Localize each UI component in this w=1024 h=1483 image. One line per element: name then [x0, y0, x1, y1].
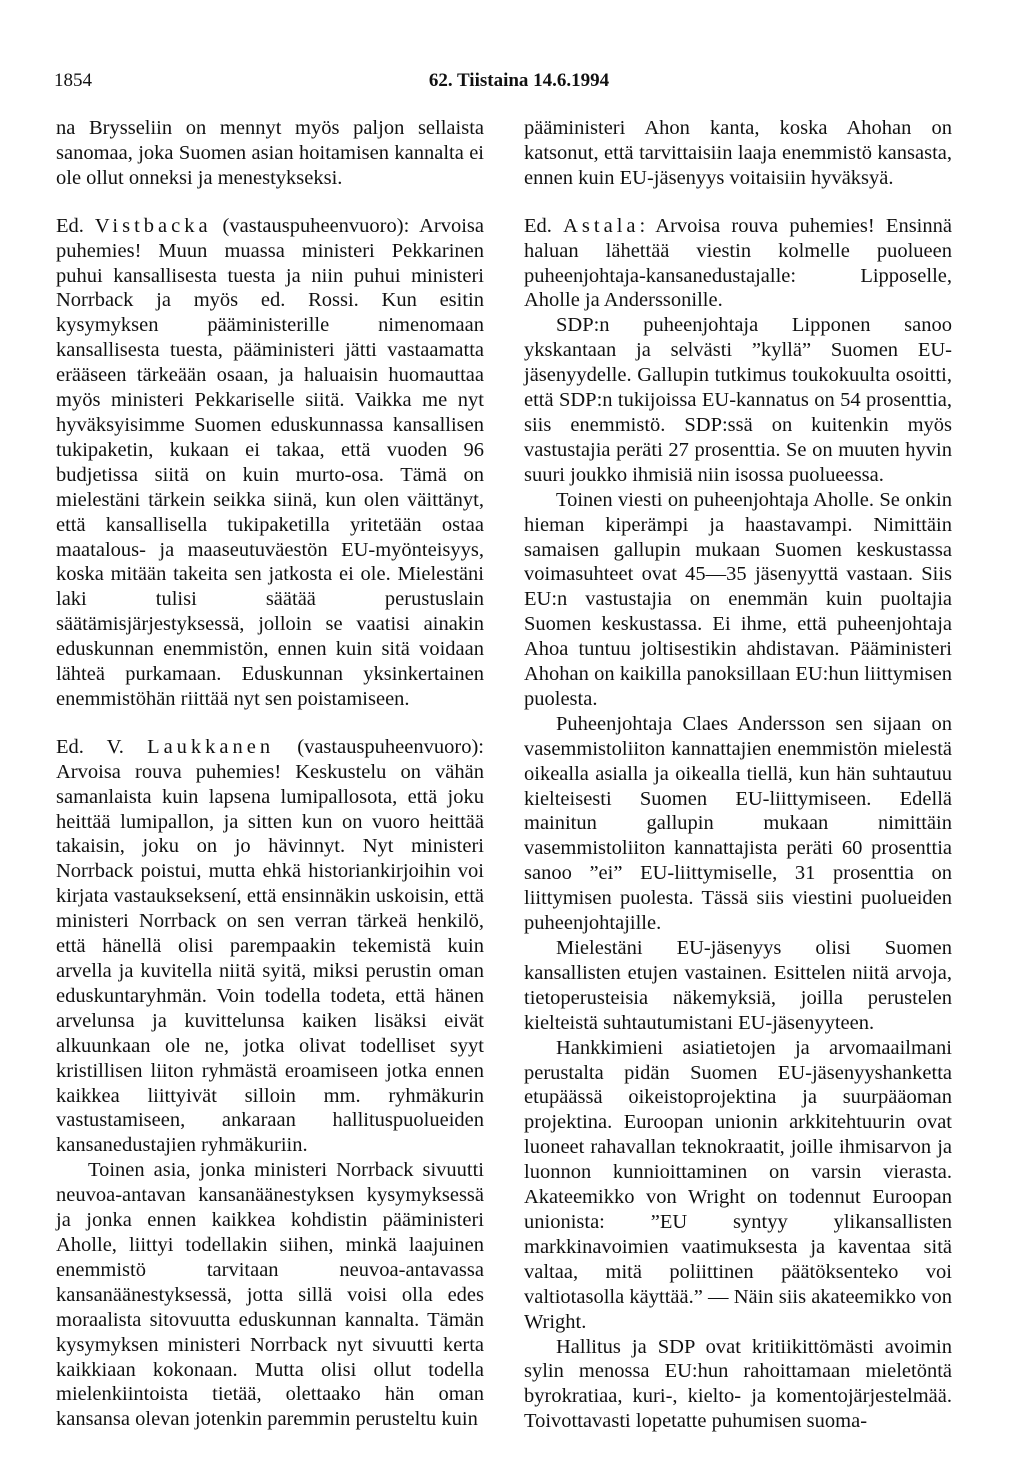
speech-astala [524, 214, 952, 314]
speech-text: (vastauspuheenvuoro): Arvoisa puhemies! Muun muassa ministeri Pekkarinen puhui kansallisesta tuesta ja niin puhui ministeri Norrback ja myös ed. Rossi. Kun esitin kysymyksen pääministerille nimenomaan kansallisesta tuesta, pääministeri jätti vastaamatta erääseen tärkeään osaan, ja haluaisin huomauttaa myös ministeri Pekkariselle siitä. Vaikka me nyt hyväksyisimme Suomen eduskunnassa kansallisen tukipaketin, kukaan ei takaa, että vuoden 96 budjetissa siitä on kuin murto-osa. Tämä on mielestäni tärkein seikka siinä, kun olen väittänyt, että kansallisella tukipaketilla yritetään ostaa maatalous- ja maaseutuväestön EU-myönteisyys, koska mitään takeita sen jatkosta ei ole. Mielestäni laki tulisi säätää perustuslain säätämisjärjestyksessä, jolloin se vaatisi ainakin eduskunnan enemmistön, ennen kuin sitä voidaan lähteä purkamaan. Eduskunnan yksinkertainen enemmistöhän riittää nyt sen poistamiseen. [56, 214, 484, 710]
speech-text: (vastauspuheenvuoro): Arvoisa rouva puhemies! Keskustelu on vähän samanlaista kuin lapsena lumipallosota, että joku heittää lumipallon, ja sitten kun on vuoro heittää takaisin, joku on jo hävinnyt. Nyt ministeri Norrback poistui, mutta ehkä historiankirjoihin voi kirjata vastaukseksení, että ensinnäkin uskoisin, että ministeri Norrback on sen verran tärkeä henkilö, että hänellä olisi parempaakin tekemistä kuin arvella ja kuvitella niitä syitä, miksi perustin oman eduskuntaryhmän. Voin todella todeta, että hänen arvelunsa ja kuvittelunsa kaiken lisäksi eivät alkuunkaan ole ne, jotka olivat todelliset syyt kristillisen liiton ryhmästä eroamiseen jotka ennen kaikkea liittyivät silloin mm. ryhmäkurin vastustamiseen, ankaraan hallituspuolueiden kansanedustajien ryhmäkuriin. [56, 735, 484, 1157]
paragraph: Mielestäni EU-jäsenyys olisi Suomen kansallisten etujen vastainen. Esittelen niitä arvoja, tietoperusteisia näkemyksiä, joilla perustelen kielteistä suhtautumistani EU-jäsenyyteen. [524, 937, 952, 1034]
right-column [524, 116, 952, 1434]
left-column [56, 116, 484, 1432]
speech-vistbacka [56, 214, 484, 712]
paragraph: na Brysseliin on mennyt myös paljon sellaista sanomaa, joka Suomen asian hoitamisen kannalta ei ole ollut onneksi ja menestykseksi. [56, 117, 484, 189]
paragraph: Puheenjohtaja Claes Andersson sen sijaan on vasemmistoliiton kannattajien enemmistön mielestä oikealla asialla ja oikealla tiellä, kun hän suhtautuu kielteisesti Suomen EU-liittymiseen. Edellä mainitun gallupin mukaan nimittäin vasemmistoliiton kannattajista peräti 60 prosenttia sanoo ”ei” EU-liittymiselle, 31 prosenttia on liittymisen puolesta. Tässä siis viestini puolueiden puheenjohtajille. [524, 712, 952, 935]
paragraph: pääministeri Ahon kanta, koska Ahohan on katsonut, että tarvittaisiin laaja enemmistö kansasta, ennen kuin EU-jäsenyys voitaisiin hyväksyä. [524, 117, 952, 189]
paragraph: Toinen asia, jonka ministeri Norrback sivuutti neuvoa-antavan kansanäänestyksen kysymyksessä ja jonka ennen kaikkea kohdistin pääministeri Aholle, liittyi todellakin siihen, minkä laajuinen enemmistö tarvitaan neuvoa-antavassa kansanäänestyksessä, jotta sillä voisi olla edes moraalista sitovuutta eduskunnan kannalta. Tämän kysymyksen ministeri Norrback nyt sivuutti kerta kaikkiaan kokonaan. Mutta olisi ollut todella mielenkiintoista tietää, olettaako hän oman kansansa olevan jotenkin paremmin perusteltu kuin [56, 1159, 484, 1431]
speaker-name: Laukkanen [147, 735, 275, 758]
speaker-name: Vistbacka [94, 214, 212, 237]
paragraph: Toinen viesti on puheenjohtaja Aholle. Se onkin hieman kiperämpi ja haastavampi. Nimittäin samaisen gallupin mukaan Suomen keskustassa voimasuhteet ovat 45—35 jäsenyyttä vastaan. Siis EU:n vastustajia on enemmän kuin puoltajia Suomen keskustassa. Ei ihme, että puheenjohtaja Ahoa tuntuu joltisestikin ahdistavan. Pääministeri Ahohan on kaikilla panoksillaan EU:hun liittymisen puolesta. [524, 488, 952, 710]
page-number: 1854 [54, 70, 92, 91]
session-title: 62. Tiistaina 14.6.1994 [428, 70, 610, 91]
page-header [54, 70, 984, 100]
speech-prefix: Ed. V. [56, 735, 148, 758]
paragraph: Hallitus ja SDP ovat kritiikittömästi avoimin sylin menossa EU:hun rahoittamaan mieletöntä byrokratiaa, kuri-, kielto- ja komentojärjestelmää. Toivottavasti lopetatte puhumisen suoma- [524, 1335, 952, 1433]
speaker-name: Astala [563, 214, 640, 237]
speech-prefix: Ed. [56, 214, 95, 237]
speech-text: : Arvoisa rouva puhemies! Ensinnä haluan lähettää viestin kolmelle puolueen puheenjohtaja-kansanedustajalle: Lipposelle, Aholle ja Anderssonille. [524, 214, 952, 312]
speech-laukkanen [56, 735, 484, 1158]
paragraph: SDP:n puheenjohtaja Lipponen sanoo ykskantaan ja selvästi ”kyllä” Suomen EU-jäsenyydelle. Gallupin tutkimus toukokuulta osoitti, että SDP:n tukijoissa EU-kannatus on 54 prosenttia, siis enemmistö. SDP:ssä on kuitenkin myös vastustajia peräti 27 prosenttia. Se on muuten hyvin suuri joukko ihmisiä niin isossa puolueessa. [524, 314, 952, 486]
speech-prefix: Ed. [524, 214, 564, 237]
paragraph: Hankkimieni asiatietojen ja arvomaailmani perustalta pidän Suomen EU-jäsenyyshanketta etupäässä oikeistoprojektina ja suurpääoman projektina. Euroopan unionin arkkitehtuurin ovat luoneet rahavallan teknokraatit, joille ihmisarvon ja luonnon kunnioittaminen on varsin vierasta. Akateemikko von Wright on todennut Euroopan unionista: ”EU syntyy ylikansallisten markkinavoimien vaatimuksesta ja kaventaa sitä valtaa, mitä poliittinen päätöksenteko voi valtiotasolla käyttää.” — Näin siis akateemikko von Wright. [524, 1036, 952, 1333]
